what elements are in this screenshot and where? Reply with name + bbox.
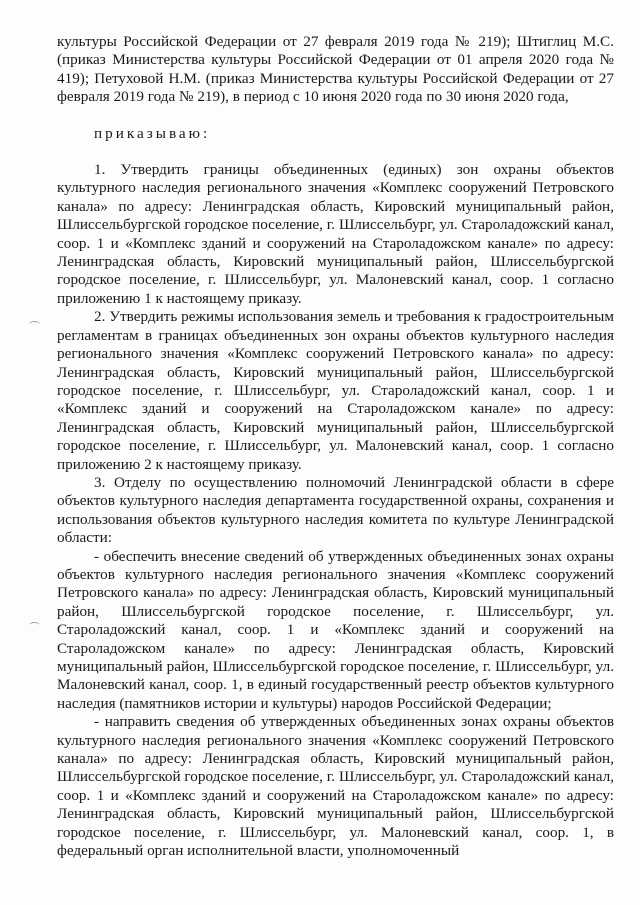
order-item-1: 1. Утвердить границы объединенных (единых) зон охраны объектов культурного наследия регионального значения «Комплекс сооружений Петровского канала» по адресу: Ленинградская область, Кировский муниципальный район, Шлиссельбургской городское поселение, г. Шлиссельбург, ул. Староладожский канал, соор. 1 и «Комплекс зданий и сооружений на Староладожском канале» по адресу: Ленинградская область, Кировский муниципальный район, Шлиссельбургской городское поселение, г. Шлиссельбург, ул. Малоневский канал, соор. 1 согласно приложению 1 к настоящему приказу. [57, 161, 614, 307]
order-word: приказываю: [94, 124, 211, 142]
scan-artifact [29, 321, 40, 328]
order-item-2: 2. Утвердить режимы использования земель и требования к градостроительным регламентам в границах объединенных зон охраны объектов культурного наследия регионального значения «Комплекс сооружений Петровского канала» по адресу: Ленинградская область, Кировский муниципальный район, Шлиссельбургской городское поселение, г. Шлиссельбург, ул. Староладожский канал, соор. 1 и «Комплекс зданий и сооружений на Староладожском канале» по адресу: Ленинградская область, Кировский муниципальный район, Шлиссельбургской городское поселение, г. Шлиссельбург, ул. Малоневский канал, соор. 1 согласно приложению 2 к настоящему приказу. [57, 308, 614, 473]
scan-artifact [29, 622, 40, 629]
order-item-3: 3. Отделу по осуществлению полномочий Ленинградской области в сфере объектов культурного наследия департамента государственной охраны, сохранения и использования объектов культурного наследия комитета по культуре Ленинградской области: [57, 473, 614, 547]
document-body [57, 33, 614, 860]
intro-paragraph: культуры Российской Федерации от 27 февраля 2019 года № 219); Штиглиц М.С. (приказ Министерства культуры Российской Федерации от 01 апреля 2020 года № 419); Петуховой Н.М. (приказ Министерства культуры Российской Федерации от 27 февраля 2019 года № 219), в период с 10 июня 2020 года по 30 июня 2020 года, [57, 33, 614, 106]
sub-item-1: - обеспечить внесение сведений об утвержденных объединенных зонах охраны объектов культурного наследия регионального значения «Комплекс сооружений Петровского канала» по адресу: Ленинградская область, Кировский муниципальный район, Шлиссельбургской городское поселение, г. Шлиссельбург, ул. Староладожский канал, соор. 1 и «Комплекс зданий и сооружений на Староладожском канале» по адресу: Ленинградская область, Кировский муниципальный район, Шлиссельбургской городское поселение, г. Шлиссельбург, ул. Малоневский канал, соор. 1, в единый государственный реестр объектов культурного наследия (памятников истории и культуры) народов Российской Федерации; [57, 547, 614, 712]
sub-item-2: - направить сведения об утвержденных объединенных зонах охраны объектов культурного наследия регионального значения «Комплекс сооружений Петровского канала» по адресу: Ленинградская область, Кировский муниципальный район, Шлиссельбургской городское поселение, г. Шлиссельбург, ул. Староладожский канал, соор. 1 и «Комплекс зданий и сооружений на Староладожском канале» по адресу: Ленинградская область, Кировский муниципальный район, Шлиссельбургской городское поселение, г. Шлиссельбург, ул. Малоневский канал, соор. 1, в федеральный орган исполнительной власти, уполномоченный [57, 713, 614, 860]
